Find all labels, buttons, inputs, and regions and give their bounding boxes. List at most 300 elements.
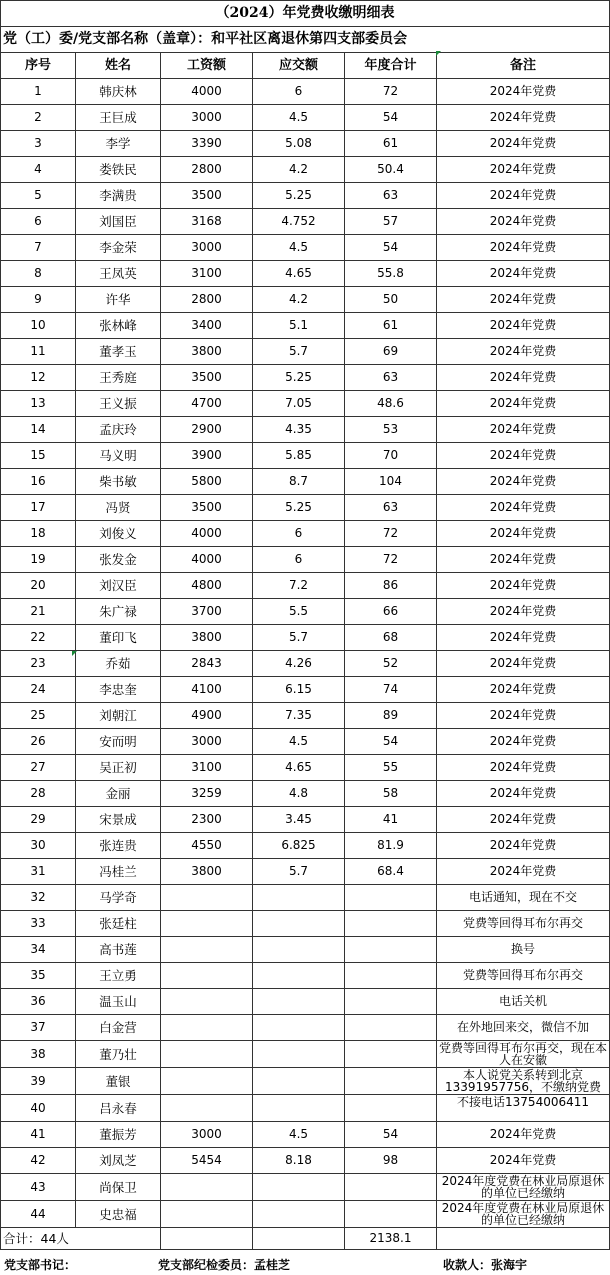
cell-salary xyxy=(161,1041,253,1068)
table-row xyxy=(1,1068,610,1095)
cell-due: 7.05 xyxy=(253,391,345,417)
cell-annual-total: 63 xyxy=(345,365,437,391)
cell-no: 10 xyxy=(1,313,76,339)
table-row xyxy=(1,521,610,547)
table-row xyxy=(1,885,610,911)
cell-annual-total xyxy=(345,937,437,963)
cell-name: 董振芳 xyxy=(76,1122,161,1148)
header-name: 姓名 xyxy=(76,53,161,79)
cell-name: 李忠奎 xyxy=(76,677,161,703)
cell-note: 2024年党费 xyxy=(437,625,610,651)
cell-due: 6 xyxy=(253,521,345,547)
cell-no: 20 xyxy=(1,573,76,599)
cell-comment-mark xyxy=(72,651,77,656)
table-row xyxy=(1,651,610,677)
table-row xyxy=(1,937,610,963)
cell-note: 2024年党费 xyxy=(437,807,610,833)
cell-name: 张连贵 xyxy=(76,833,161,859)
summary-row xyxy=(1,1228,610,1250)
cell-due xyxy=(253,885,345,911)
cell-annual-total: 58 xyxy=(345,781,437,807)
cell-annual-total: 41 xyxy=(345,807,437,833)
cell-no: 15 xyxy=(1,443,76,469)
cell-salary: 3000 xyxy=(161,1122,253,1148)
cell-note: 2024年党费 xyxy=(437,781,610,807)
cell-due xyxy=(253,937,345,963)
cell-salary: 3000 xyxy=(161,105,253,131)
cell-annual-total: 86 xyxy=(345,573,437,599)
table-row xyxy=(1,1041,610,1068)
cell-note: 2024年党费 xyxy=(437,651,610,677)
cell-note: 2024年党费 xyxy=(437,261,610,287)
cell-due: 5.7 xyxy=(253,859,345,885)
cell-no: 31 xyxy=(1,859,76,885)
cell-name: 张林峰 xyxy=(76,313,161,339)
cell-due xyxy=(253,1201,345,1228)
cell-note: 本人说党关系转到北京13391957756，不缴纳党费 xyxy=(437,1068,610,1095)
cell-salary: 3800 xyxy=(161,339,253,365)
summary-blank xyxy=(437,1228,610,1250)
cell-no: 3 xyxy=(1,131,76,157)
table-row xyxy=(1,261,610,287)
cell-note: 2024年党费 xyxy=(437,599,610,625)
cell-due: 8.18 xyxy=(253,1148,345,1174)
cell-note: 2024年党费 xyxy=(437,131,610,157)
secretary-label: 党支部书记： xyxy=(4,1258,77,1272)
table-row xyxy=(1,547,610,573)
cell-no: 40 xyxy=(1,1095,76,1122)
cell-name: 吕永春 xyxy=(76,1095,161,1122)
cell-name: 刘国臣 xyxy=(76,209,161,235)
cell-note: 2024年党费 xyxy=(437,417,610,443)
cell-name: 董乃壮 xyxy=(76,1041,161,1068)
cell-note: 2024年党费 xyxy=(437,365,610,391)
cell-annual-total: 54 xyxy=(345,105,437,131)
cell-salary xyxy=(161,1095,253,1122)
cell-salary xyxy=(161,885,253,911)
cell-salary: 3000 xyxy=(161,729,253,755)
cell-no: 7 xyxy=(1,235,76,261)
cell-note: 2024年党费 xyxy=(437,183,610,209)
cell-note: 2024年党费 xyxy=(437,1122,610,1148)
cell-name: 柴书敏 xyxy=(76,469,161,495)
cell-annual-total: 89 xyxy=(345,703,437,729)
cell-no: 1 xyxy=(1,79,76,105)
cell-annual-total: 55 xyxy=(345,755,437,781)
cell-annual-total: 54 xyxy=(345,235,437,261)
cell-note: 2024年党费 xyxy=(437,573,610,599)
table-row xyxy=(1,963,610,989)
cell-annual-total: 55.8 xyxy=(345,261,437,287)
cell-name: 安而明 xyxy=(76,729,161,755)
cell-salary: 3168 xyxy=(161,209,253,235)
cell-note: 2024年党费 xyxy=(437,235,610,261)
cell-annual-total: 63 xyxy=(345,183,437,209)
cell-no: 17 xyxy=(1,495,76,521)
cell-no: 37 xyxy=(1,1015,76,1041)
cell-name: 王义振 xyxy=(76,391,161,417)
grand-total: 2138.1 xyxy=(345,1228,437,1250)
cell-salary: 4550 xyxy=(161,833,253,859)
cell-due: 4.8 xyxy=(253,781,345,807)
cell-annual-total xyxy=(345,963,437,989)
cell-no: 32 xyxy=(1,885,76,911)
cell-annual-total: 74 xyxy=(345,677,437,703)
table-row xyxy=(1,209,610,235)
cell-annual-total xyxy=(345,1201,437,1228)
table-row xyxy=(1,105,610,131)
cell-annual-total: 63 xyxy=(345,495,437,521)
cell-salary xyxy=(161,1015,253,1041)
cell-note: 2024年度党费在林业局原退休的单位已经缴纳 xyxy=(437,1174,610,1201)
cell-no: 29 xyxy=(1,807,76,833)
cell-annual-total: 72 xyxy=(345,79,437,105)
cell-annual-total: 50.4 xyxy=(345,157,437,183)
cell-due: 4.35 xyxy=(253,417,345,443)
cell-due: 3.45 xyxy=(253,807,345,833)
cell-note: 2024年党费 xyxy=(437,547,610,573)
cell-salary xyxy=(161,989,253,1015)
org-row xyxy=(1,27,610,53)
cell-name: 李金荣 xyxy=(76,235,161,261)
cell-due: 5.7 xyxy=(253,625,345,651)
cell-name: 温玉山 xyxy=(76,989,161,1015)
header-salary: 工资额 xyxy=(161,53,253,79)
cell-salary: 3800 xyxy=(161,859,253,885)
cell-name: 马学奇 xyxy=(76,885,161,911)
cell-due: 5.5 xyxy=(253,599,345,625)
cell-no: 24 xyxy=(1,677,76,703)
cell-due: 5.85 xyxy=(253,443,345,469)
cell-name: 董印飞 xyxy=(76,625,161,651)
cell-annual-total: 48.6 xyxy=(345,391,437,417)
cell-name: 冯贤 xyxy=(76,495,161,521)
cell-name: 宋景成 xyxy=(76,807,161,833)
header-row xyxy=(1,53,610,79)
cell-note: 2024年度党费在林业局原退休的单位已经缴纳 xyxy=(437,1201,610,1228)
cell-comment-mark xyxy=(436,51,441,56)
table-row xyxy=(1,417,610,443)
cell-due: 5.25 xyxy=(253,495,345,521)
cell-note: 2024年党费 xyxy=(437,469,610,495)
table-row xyxy=(1,989,610,1015)
table-row xyxy=(1,313,610,339)
cell-note: 2024年党费 xyxy=(437,391,610,417)
cell-no: 6 xyxy=(1,209,76,235)
cell-note: 2024年党费 xyxy=(437,209,610,235)
cell-annual-total xyxy=(345,1041,437,1068)
cell-due: 5.08 xyxy=(253,131,345,157)
cell-salary: 3259 xyxy=(161,781,253,807)
cell-due: 5.7 xyxy=(253,339,345,365)
table-row xyxy=(1,599,610,625)
table-row xyxy=(1,755,610,781)
cell-annual-total xyxy=(345,911,437,937)
cell-annual-total xyxy=(345,885,437,911)
cell-due: 4.65 xyxy=(253,261,345,287)
cell-salary xyxy=(161,911,253,937)
cell-note: 2024年党费 xyxy=(437,287,610,313)
cell-annual-total: 69 xyxy=(345,339,437,365)
cell-salary: 4900 xyxy=(161,703,253,729)
cell-annual-total: 66 xyxy=(345,599,437,625)
cell-no: 27 xyxy=(1,755,76,781)
cell-no: 44 xyxy=(1,1201,76,1228)
cell-no: 34 xyxy=(1,937,76,963)
cell-annual-total: 53 xyxy=(345,417,437,443)
cell-annual-total: 68 xyxy=(345,625,437,651)
table-row xyxy=(1,1148,610,1174)
cell-salary: 3100 xyxy=(161,261,253,287)
cell-name: 刘汉臣 xyxy=(76,573,161,599)
cell-due: 6 xyxy=(253,79,345,105)
cell-due: 6.825 xyxy=(253,833,345,859)
cell-annual-total xyxy=(345,1015,437,1041)
cell-note: 党费等回得耳布尔再交，现在本人在安徽 xyxy=(437,1041,610,1068)
cell-no: 25 xyxy=(1,703,76,729)
cell-annual-total xyxy=(345,1095,437,1122)
cell-no: 18 xyxy=(1,521,76,547)
cell-due: 5.1 xyxy=(253,313,345,339)
cell-salary: 3500 xyxy=(161,183,253,209)
cell-name: 王立勇 xyxy=(76,963,161,989)
cell-due: 6 xyxy=(253,547,345,573)
cell-salary: 2800 xyxy=(161,157,253,183)
cell-note: 2024年党费 xyxy=(437,105,610,131)
cell-note: 党费等回得耳布尔再交 xyxy=(437,963,610,989)
summary-blank xyxy=(161,1228,253,1250)
cell-name: 张发金 xyxy=(76,547,161,573)
cell-no: 8 xyxy=(1,261,76,287)
cell-annual-total: 72 xyxy=(345,521,437,547)
cell-no: 23 xyxy=(1,651,76,677)
cell-name: 史忠福 xyxy=(76,1201,161,1228)
cell-note: 2024年党费 xyxy=(437,755,610,781)
cell-name: 吴正初 xyxy=(76,755,161,781)
table-row xyxy=(1,183,610,209)
cell-no: 33 xyxy=(1,911,76,937)
inspector-label: 党支部纪检委员：孟桂芝 xyxy=(158,1258,291,1272)
cell-annual-total: 104 xyxy=(345,469,437,495)
cell-salary: 5454 xyxy=(161,1148,253,1174)
table-row xyxy=(1,157,610,183)
cell-name: 王秀庭 xyxy=(76,365,161,391)
cell-salary: 3000 xyxy=(161,235,253,261)
cell-note: 2024年党费 xyxy=(437,157,610,183)
cell-salary: 4800 xyxy=(161,573,253,599)
table-row xyxy=(1,625,610,651)
cell-no: 12 xyxy=(1,365,76,391)
cell-salary xyxy=(161,1174,253,1201)
cell-salary: 3800 xyxy=(161,625,253,651)
cell-due xyxy=(253,1095,345,1122)
cell-due: 4.5 xyxy=(253,105,345,131)
table-row xyxy=(1,365,610,391)
cell-salary: 4100 xyxy=(161,677,253,703)
cell-no: 38 xyxy=(1,1041,76,1068)
cell-no: 13 xyxy=(1,391,76,417)
table-row xyxy=(1,1201,610,1228)
cell-annual-total: 61 xyxy=(345,131,437,157)
cell-annual-total: 68.4 xyxy=(345,859,437,885)
cell-note: 电话关机 xyxy=(437,989,610,1015)
collector-label: 收款人：张海宇 xyxy=(443,1258,528,1272)
cell-salary: 3100 xyxy=(161,755,253,781)
cell-due: 4.5 xyxy=(253,1122,345,1148)
cell-salary: 3500 xyxy=(161,495,253,521)
cell-note: 2024年党费 xyxy=(437,729,610,755)
cell-note: 2024年党费 xyxy=(437,703,610,729)
cell-annual-total: 61 xyxy=(345,313,437,339)
cell-annual-total xyxy=(345,1068,437,1095)
cell-due xyxy=(253,1068,345,1095)
table-row xyxy=(1,339,610,365)
cell-no: 26 xyxy=(1,729,76,755)
cell-salary xyxy=(161,937,253,963)
table-row xyxy=(1,495,610,521)
cell-annual-total: 72 xyxy=(345,547,437,573)
table-row xyxy=(1,443,610,469)
table-row xyxy=(1,573,610,599)
cell-note: 2024年党费 xyxy=(437,521,610,547)
cell-due: 4.2 xyxy=(253,287,345,313)
table-row xyxy=(1,1095,610,1122)
cell-note: 不接电话13754006411 xyxy=(437,1095,610,1122)
cell-salary: 2900 xyxy=(161,417,253,443)
cell-due: 7.2 xyxy=(253,573,345,599)
cell-salary xyxy=(161,963,253,989)
cell-name: 冯桂兰 xyxy=(76,859,161,885)
cell-salary: 3390 xyxy=(161,131,253,157)
cell-due: 7.35 xyxy=(253,703,345,729)
cell-name: 娄铁民 xyxy=(76,157,161,183)
cell-due xyxy=(253,989,345,1015)
cell-no: 39 xyxy=(1,1068,76,1095)
table-row xyxy=(1,131,610,157)
cell-no: 30 xyxy=(1,833,76,859)
cell-due: 4.26 xyxy=(253,651,345,677)
cell-name: 朱广禄 xyxy=(76,599,161,625)
cell-due: 4.2 xyxy=(253,157,345,183)
cell-note: 2024年党费 xyxy=(437,833,610,859)
table-row xyxy=(1,911,610,937)
cell-name: 李学 xyxy=(76,131,161,157)
header-annual-total: 年度合计 xyxy=(345,53,437,79)
cell-name: 许华 xyxy=(76,287,161,313)
cell-note: 换号 xyxy=(437,937,610,963)
cell-note: 2024年党费 xyxy=(437,79,610,105)
table-row xyxy=(1,1122,610,1148)
table-row xyxy=(1,781,610,807)
cell-name: 高书莲 xyxy=(76,937,161,963)
cell-due: 6.15 xyxy=(253,677,345,703)
cell-name: 张廷柱 xyxy=(76,911,161,937)
cell-name: 王凤英 xyxy=(76,261,161,287)
cell-salary: 5800 xyxy=(161,469,253,495)
cell-no: 4 xyxy=(1,157,76,183)
cell-due: 4.5 xyxy=(253,729,345,755)
cell-name: 尚保卫 xyxy=(76,1174,161,1201)
cell-due xyxy=(253,1015,345,1041)
header-no: 序号 xyxy=(1,53,76,79)
cell-due: 4.752 xyxy=(253,209,345,235)
cell-due xyxy=(253,1174,345,1201)
cell-note: 2024年党费 xyxy=(437,443,610,469)
cell-name: 董银 xyxy=(76,1068,161,1095)
cell-note: 2024年党费 xyxy=(437,313,610,339)
title-row xyxy=(1,1,610,27)
member-count: 合计：44人 xyxy=(1,1228,161,1250)
cell-no: 14 xyxy=(1,417,76,443)
table-row xyxy=(1,859,610,885)
cell-annual-total xyxy=(345,989,437,1015)
cell-note: 2024年党费 xyxy=(437,677,610,703)
cell-salary: 2843 xyxy=(161,651,253,677)
cell-annual-total: 52 xyxy=(345,651,437,677)
table-row xyxy=(1,79,610,105)
cell-no: 42 xyxy=(1,1148,76,1174)
cell-note: 在外地回来交，微信不加 xyxy=(437,1015,610,1041)
cell-note: 电话通知，现在不交 xyxy=(437,885,610,911)
cell-no: 5 xyxy=(1,183,76,209)
cell-note: 党费等回得耳布尔再交 xyxy=(437,911,610,937)
cell-note: 2024年党费 xyxy=(437,495,610,521)
cell-name: 刘凤芝 xyxy=(76,1148,161,1174)
cell-no: 43 xyxy=(1,1174,76,1201)
cell-due xyxy=(253,911,345,937)
cell-name: 马义明 xyxy=(76,443,161,469)
cell-annual-total: 70 xyxy=(345,443,437,469)
cell-no: 35 xyxy=(1,963,76,989)
cell-annual-total: 57 xyxy=(345,209,437,235)
cell-no: 21 xyxy=(1,599,76,625)
cell-note: 2024年党费 xyxy=(437,1148,610,1174)
cell-salary: 3900 xyxy=(161,443,253,469)
table-row xyxy=(1,469,610,495)
cell-no: 41 xyxy=(1,1122,76,1148)
cell-salary: 3700 xyxy=(161,599,253,625)
cell-salary: 2800 xyxy=(161,287,253,313)
signature-footer xyxy=(0,1250,609,1275)
cell-salary: 4000 xyxy=(161,521,253,547)
cell-annual-total xyxy=(345,1174,437,1201)
cell-name: 金丽 xyxy=(76,781,161,807)
cell-name: 刘俊义 xyxy=(76,521,161,547)
table-row xyxy=(1,833,610,859)
cell-no: 28 xyxy=(1,781,76,807)
cell-annual-total: 81.9 xyxy=(345,833,437,859)
cell-no: 19 xyxy=(1,547,76,573)
cell-due: 5.25 xyxy=(253,365,345,391)
summary-blank xyxy=(253,1228,345,1250)
cell-name: 白金营 xyxy=(76,1015,161,1041)
table-row xyxy=(1,235,610,261)
cell-due xyxy=(253,963,345,989)
cell-salary xyxy=(161,1201,253,1228)
cell-name: 乔茹 xyxy=(76,651,161,677)
cell-annual-total: 98 xyxy=(345,1148,437,1174)
cell-name: 李满贵 xyxy=(76,183,161,209)
cell-no: 11 xyxy=(1,339,76,365)
table-row xyxy=(1,729,610,755)
cell-note: 2024年党费 xyxy=(437,859,610,885)
table-row xyxy=(1,807,610,833)
cell-salary: 4000 xyxy=(161,547,253,573)
cell-due: 8.7 xyxy=(253,469,345,495)
cell-no: 16 xyxy=(1,469,76,495)
table-row xyxy=(1,391,610,417)
cell-name: 孟庆玲 xyxy=(76,417,161,443)
